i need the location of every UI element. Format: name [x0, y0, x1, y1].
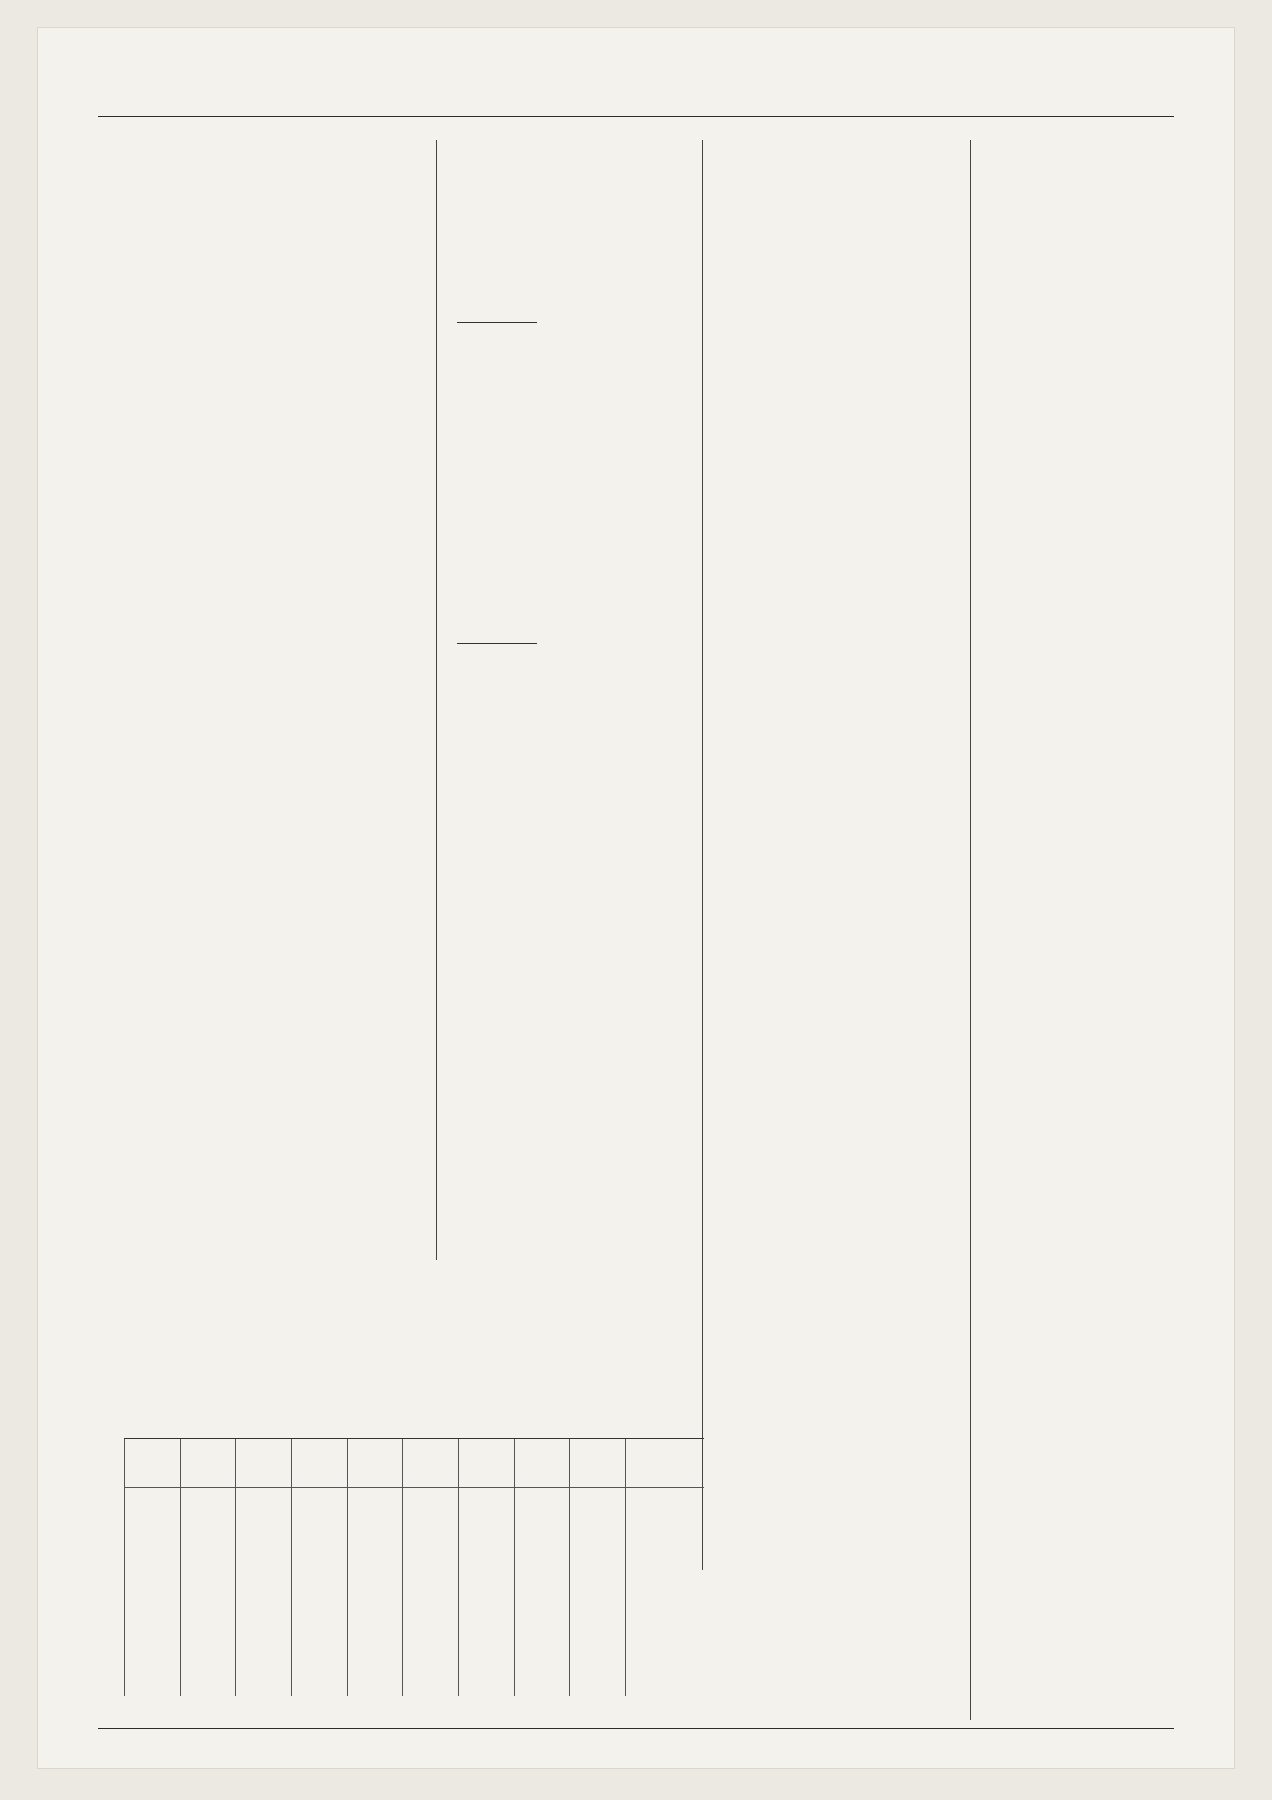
- middle-left-body: [366, 339, 628, 629]
- paragraph: [644, 596, 894, 620]
- table-cell: [125, 1514, 181, 1540]
- column-right: [910, 140, 1172, 1720]
- price-table-grid: [124, 1439, 704, 1696]
- table-cell: [236, 1670, 292, 1696]
- paragraph: [644, 406, 894, 430]
- paragraph: [366, 567, 628, 591]
- table-cell: [180, 1540, 236, 1566]
- paragraph: [644, 520, 894, 544]
- table-row: [125, 1514, 705, 1540]
- table-column-header: [403, 1439, 459, 1488]
- paragraph: [910, 292, 1172, 316]
- table-cell: [180, 1488, 236, 1515]
- table-column-header: [570, 1439, 626, 1488]
- separator: [457, 643, 537, 644]
- table-cell: [347, 1566, 403, 1592]
- table-row-label: [626, 1566, 705, 1592]
- price-table-title: [124, 1416, 704, 1439]
- table-cell: [180, 1514, 236, 1540]
- paragraph: [366, 284, 628, 308]
- table-column-header: [292, 1439, 348, 1488]
- table-cell: [125, 1644, 181, 1670]
- paragraph: [80, 368, 350, 392]
- newspaper-page: [38, 28, 1234, 1768]
- table-cell: [180, 1670, 236, 1696]
- paragraph: [910, 216, 1172, 240]
- table-cell: [292, 1488, 348, 1515]
- table-row: [125, 1670, 705, 1696]
- table-cell: [570, 1618, 626, 1644]
- table-cell: [125, 1566, 181, 1592]
- top-rule: [98, 116, 1174, 117]
- table-cell: [292, 1670, 348, 1696]
- table-cell: [570, 1540, 626, 1566]
- paragraph: [80, 140, 350, 164]
- paragraph: [644, 140, 894, 164]
- paragraph: [644, 330, 894, 354]
- column-middle-left: [366, 140, 628, 1220]
- column-left: [80, 140, 350, 1290]
- table-row-label: [626, 1488, 705, 1515]
- table-cell: [403, 1592, 459, 1618]
- table-cell: [403, 1566, 459, 1592]
- table-row: [125, 1592, 705, 1618]
- price-table: [124, 1416, 704, 1706]
- table-cell: [570, 1514, 626, 1540]
- table-cell: [570, 1592, 626, 1618]
- table-row-label: [626, 1618, 705, 1644]
- paragraph: [910, 254, 1172, 278]
- paragraph: [366, 415, 628, 439]
- table-cell: [292, 1618, 348, 1644]
- table-cell: [347, 1514, 403, 1540]
- table-cell: [292, 1592, 348, 1618]
- paragraph: [80, 330, 350, 354]
- table-row-label: [626, 1670, 705, 1696]
- table-cell: [236, 1488, 292, 1515]
- paragraph: [366, 453, 628, 477]
- heading-1-subblock: [366, 246, 628, 308]
- table-cell: [125, 1488, 181, 1515]
- table-cell: [125, 1618, 181, 1644]
- table-row-label: [626, 1514, 705, 1540]
- table-cell: [514, 1488, 570, 1515]
- table-cell: [347, 1670, 403, 1696]
- table-row: [125, 1488, 705, 1515]
- paragraph: [80, 216, 350, 240]
- table-row: [125, 1618, 705, 1644]
- paragraph: [644, 254, 894, 278]
- table-cell: [236, 1514, 292, 1540]
- table-cell: [125, 1592, 181, 1618]
- table-cell: [459, 1566, 515, 1592]
- paragraph: [366, 339, 628, 363]
- table-cell: [292, 1540, 348, 1566]
- table-cell: [403, 1514, 459, 1540]
- table-cell: [459, 1514, 515, 1540]
- table-cell: [403, 1644, 459, 1670]
- paragraph: [910, 330, 1172, 354]
- table-row: [125, 1566, 705, 1592]
- table-cell: [180, 1592, 236, 1618]
- paragraph: [910, 520, 1172, 544]
- table-cell: [514, 1566, 570, 1592]
- paragraph: [366, 246, 628, 270]
- paragraph: [80, 444, 350, 468]
- paragraph: [80, 406, 350, 430]
- table-cell: [180, 1618, 236, 1644]
- paragraph: [366, 491, 628, 515]
- paragraph: [910, 482, 1172, 506]
- table-row: [125, 1644, 705, 1670]
- paragraph: [366, 605, 628, 629]
- table-cell: [292, 1514, 348, 1540]
- table-cell: [514, 1670, 570, 1696]
- paragraph: [80, 254, 350, 278]
- paragraph: [910, 178, 1172, 202]
- paragraph: [80, 178, 350, 202]
- table-cell: [236, 1618, 292, 1644]
- separator: [457, 322, 537, 323]
- table-column-header: [514, 1439, 570, 1488]
- table-cell: [125, 1670, 181, 1696]
- table-row-label: [626, 1592, 705, 1618]
- paragraph: [910, 368, 1172, 392]
- table-cell: [403, 1540, 459, 1566]
- section-heading-2: [366, 660, 628, 750]
- table-column-header: [125, 1439, 181, 1488]
- table-cell: [570, 1488, 626, 1515]
- table-cell: [570, 1566, 626, 1592]
- table-cell: [459, 1618, 515, 1644]
- table-row: [125, 1540, 705, 1566]
- table-column-header: [347, 1439, 403, 1488]
- paragraph: [366, 529, 628, 553]
- table-row-label: [626, 1540, 705, 1566]
- table-cell: [180, 1644, 236, 1670]
- table-cell: [347, 1592, 403, 1618]
- paragraph: [644, 216, 894, 240]
- paragraph: [644, 482, 894, 506]
- table-cell: [514, 1592, 570, 1618]
- table-cell: [347, 1540, 403, 1566]
- paragraph: [366, 760, 628, 784]
- table-cell: [403, 1618, 459, 1644]
- bottom-rule: [98, 1728, 1174, 1729]
- heading-2-subblock: [366, 760, 628, 784]
- paragraph: [910, 558, 1172, 582]
- table-column-header: [626, 1439, 705, 1488]
- table-cell: [570, 1670, 626, 1696]
- table-cell: [514, 1514, 570, 1540]
- paragraph: [80, 482, 350, 506]
- table-cell: [459, 1592, 515, 1618]
- table-cell: [459, 1670, 515, 1696]
- table-cell: [292, 1566, 348, 1592]
- paragraph: [644, 368, 894, 392]
- table-cell: [347, 1644, 403, 1670]
- table-row-label: [626, 1644, 705, 1670]
- table-cell: [236, 1644, 292, 1670]
- table-cell: [403, 1670, 459, 1696]
- table-cell: [236, 1540, 292, 1566]
- table-cell: [514, 1618, 570, 1644]
- table-cell: [125, 1540, 181, 1566]
- paragraph: [910, 140, 1172, 164]
- table-cell: [236, 1592, 292, 1618]
- table-cell: [514, 1540, 570, 1566]
- table-cell: [570, 1644, 626, 1670]
- table-cell: [514, 1644, 570, 1670]
- paragraph: [910, 406, 1172, 430]
- paragraph: [644, 444, 894, 468]
- paragraph: [644, 178, 894, 202]
- table-column-header: [459, 1439, 515, 1488]
- paragraph: [644, 558, 894, 582]
- table-cell: [459, 1540, 515, 1566]
- table-cell: [292, 1644, 348, 1670]
- table-cell: [459, 1644, 515, 1670]
- paragraph: [366, 377, 628, 401]
- table-cell: [347, 1488, 403, 1515]
- table-cell: [403, 1488, 459, 1515]
- table-cell: [236, 1566, 292, 1592]
- section-heading-1: [366, 146, 628, 236]
- paragraph: [910, 444, 1172, 468]
- table-column-header: [236, 1439, 292, 1488]
- paragraph: [644, 634, 894, 658]
- table-column-header: [180, 1439, 236, 1488]
- table-cell: [347, 1618, 403, 1644]
- table-cell: [180, 1566, 236, 1592]
- table-cell: [459, 1488, 515, 1515]
- paragraph: [644, 292, 894, 316]
- paragraph: [80, 292, 350, 316]
